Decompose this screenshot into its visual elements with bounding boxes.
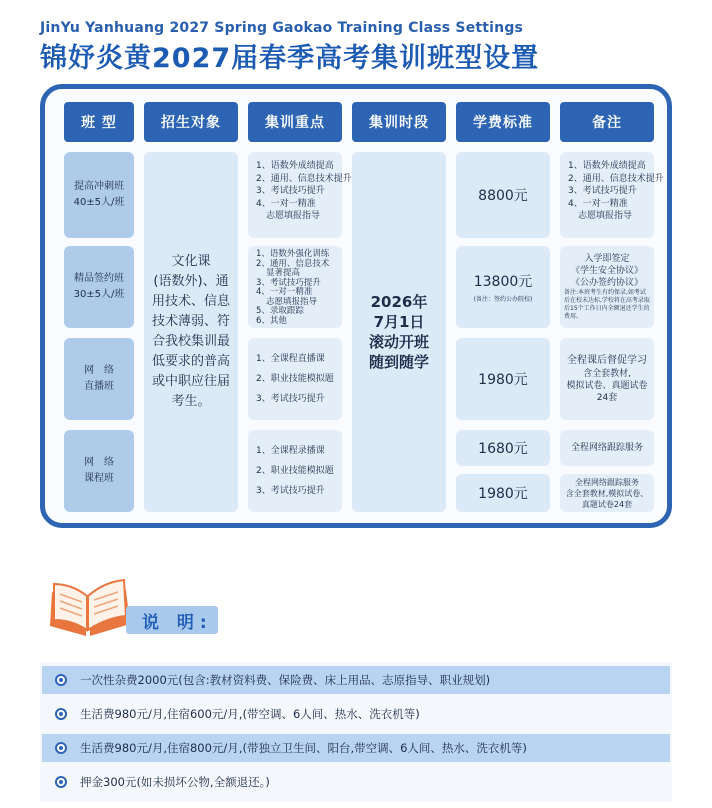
focus-item: 2、职业技能模拟题 <box>256 466 334 476</box>
remark-cell <box>560 430 654 466</box>
remark-line: 含全套教材, <box>583 369 631 379</box>
remark-item: 4、一对一精准 <box>568 198 628 209</box>
fee-cell <box>456 338 550 420</box>
class-type-name: 网 络 <box>84 365 114 376</box>
fee-value: 1980元 <box>478 372 528 388</box>
focus-item: 4、一对一精准 <box>256 198 316 209</box>
bullet-icon <box>55 708 67 720</box>
class-type-name: 精品签约班 <box>74 273 124 284</box>
class-type-size: 直播班 <box>84 381 114 392</box>
focus-item: 显著提高 <box>266 268 301 278</box>
explanation-item <box>42 734 670 762</box>
fee-cell <box>456 246 550 328</box>
focus-item: 1、语数外强化训练 <box>256 249 330 259</box>
focus-item: 4、一对一精准 <box>256 287 313 297</box>
focus-cell <box>248 338 342 420</box>
remark-item: 3、考试技巧提升 <box>568 186 637 196</box>
period-line: 7月1日 <box>373 313 425 331</box>
remark-cell <box>560 246 654 328</box>
period-line: 2026年 <box>370 293 428 311</box>
focus-item: 3、考试技巧提升 <box>256 394 325 404</box>
bullet-icon <box>55 742 67 754</box>
focus-cell <box>248 152 352 238</box>
remark-item: 1、语数外成绩提高 <box>568 161 646 171</box>
focus-item: 5、录取跟踪 <box>256 306 304 316</box>
class-type-name: 网 络 <box>84 457 114 468</box>
focus-item: 6、其他 <box>256 315 287 326</box>
remark-small-note: 备注:本班考生有约保录,如考试后在校未达标,学校将在高考录取后15个工作日内全额退还学生的费用。 <box>564 289 650 320</box>
bullet-icon <box>55 674 67 686</box>
focus-item: 1、语数外成绩提高 <box>256 161 334 171</box>
period-line: 随到随学 <box>368 353 429 371</box>
explanation-item <box>42 768 670 796</box>
header-target: 招生对象 <box>144 102 238 142</box>
explanation-text: 生活费980元/月,住宿800元/月,(带独立卫生间、阳台,带空调、6人间、热水、洗衣机等) <box>80 741 527 755</box>
focus-item: 3、考试技巧提升 <box>256 186 325 196</box>
remark-cell <box>560 338 654 420</box>
class-type-cell <box>64 430 134 512</box>
explanation-text: 生活费980元/月,住宿600元/月,(带空调、6人间、热水、洗衣机等) <box>80 707 420 721</box>
explanation-text: 一次性杂费2000元(包含:教材资料费、保险费、床上用品、志原指导、职业规划) <box>80 673 491 687</box>
remark-line: 全程网络跟踪服务 <box>575 477 639 487</box>
class-type-name: 提高冲刺班 <box>74 181 124 192</box>
fee-value: 1980元 <box>478 486 528 502</box>
focus-item: 2、职业技能模拟题 <box>256 374 334 384</box>
remark-line: 全程网络跟踪服务 <box>570 443 643 453</box>
focus-cell <box>248 246 342 328</box>
remark-line: 真题试卷24套 <box>581 499 633 509</box>
training-period-cell <box>352 152 446 512</box>
focus-item: 1、全课程直播课 <box>256 354 325 364</box>
explanation-item <box>42 666 670 694</box>
explanation-text: 押金300元(如未损坏公物,全额退还。) <box>80 775 270 789</box>
focus-item: 2、通用、信息技术提升 <box>256 173 352 184</box>
fee-value: 8800元 <box>478 188 528 204</box>
remark-title: 入学即签定 <box>584 254 630 264</box>
header-class-type: 班 型 <box>64 102 134 142</box>
fee-note: (备注：签约公办院校) <box>473 296 533 303</box>
fee-cell <box>456 474 550 512</box>
remark-cell <box>560 152 664 238</box>
fee-value: 13800元 <box>473 274 533 290</box>
english-subtitle: JinYu Yanhuang 2027 Spring Gaokao Training Class Settings <box>40 20 524 36</box>
class-type-cell <box>64 152 134 238</box>
header-fee: 学费标准 <box>456 102 550 142</box>
focus-item: 3、考试技巧提升 <box>256 277 321 288</box>
focus-item: 志愿填报指导 <box>266 296 318 307</box>
explanation-item <box>42 700 670 728</box>
remark-line: 24套 <box>596 393 618 403</box>
page-title: 锦妤炎黄2027届春季高考集训班型设置 <box>40 43 540 74</box>
header-remark: 备注 <box>560 102 654 142</box>
class-type-size: 40±5人/班 <box>73 197 125 208</box>
remark-line: 《学生安全协议》 <box>570 266 643 276</box>
class-type-size: 课程班 <box>84 473 114 484</box>
remark-line: 含全套教材,模拟试卷、 <box>565 488 649 498</box>
focus-item: 1、全课程录播课 <box>256 446 325 456</box>
focus-item: 3、考试技巧提升 <box>256 486 325 496</box>
fee-cell <box>456 152 550 238</box>
open-book-icon <box>44 570 134 640</box>
remark-line: 《公办签约协议》 <box>570 278 643 288</box>
fee-value: 1680元 <box>478 441 528 457</box>
fee-cell <box>456 430 550 466</box>
period-line: 滚动开班 <box>368 333 429 351</box>
header-focus: 集训重点 <box>248 102 342 142</box>
focus-item: 志愿填报指导 <box>266 211 321 221</box>
header-period: 集训时段 <box>352 102 446 142</box>
class-type-size: 30±5人/班 <box>73 289 125 300</box>
focus-item: 2、通用、信息技术 <box>256 258 330 269</box>
explanation-label: 说 明: <box>126 606 218 634</box>
remark-title: 全程课后督促学习 <box>567 355 647 366</box>
bullet-icon <box>55 776 67 788</box>
enrollment-target-cell: 文化课 (语数外)、通用技术、信息技术薄弱、符合我校集训最低要求的普高或中职应往届考生。 <box>144 152 238 512</box>
remark-line: 模拟试卷、真题试卷 <box>566 381 648 391</box>
class-type-cell <box>64 338 134 420</box>
remark-cell <box>560 474 654 512</box>
remark-item: 志愿填报指导 <box>578 211 633 221</box>
class-type-cell <box>64 246 134 328</box>
focus-cell <box>248 430 342 512</box>
remark-item: 2、通用、信息技术提升 <box>568 173 664 184</box>
